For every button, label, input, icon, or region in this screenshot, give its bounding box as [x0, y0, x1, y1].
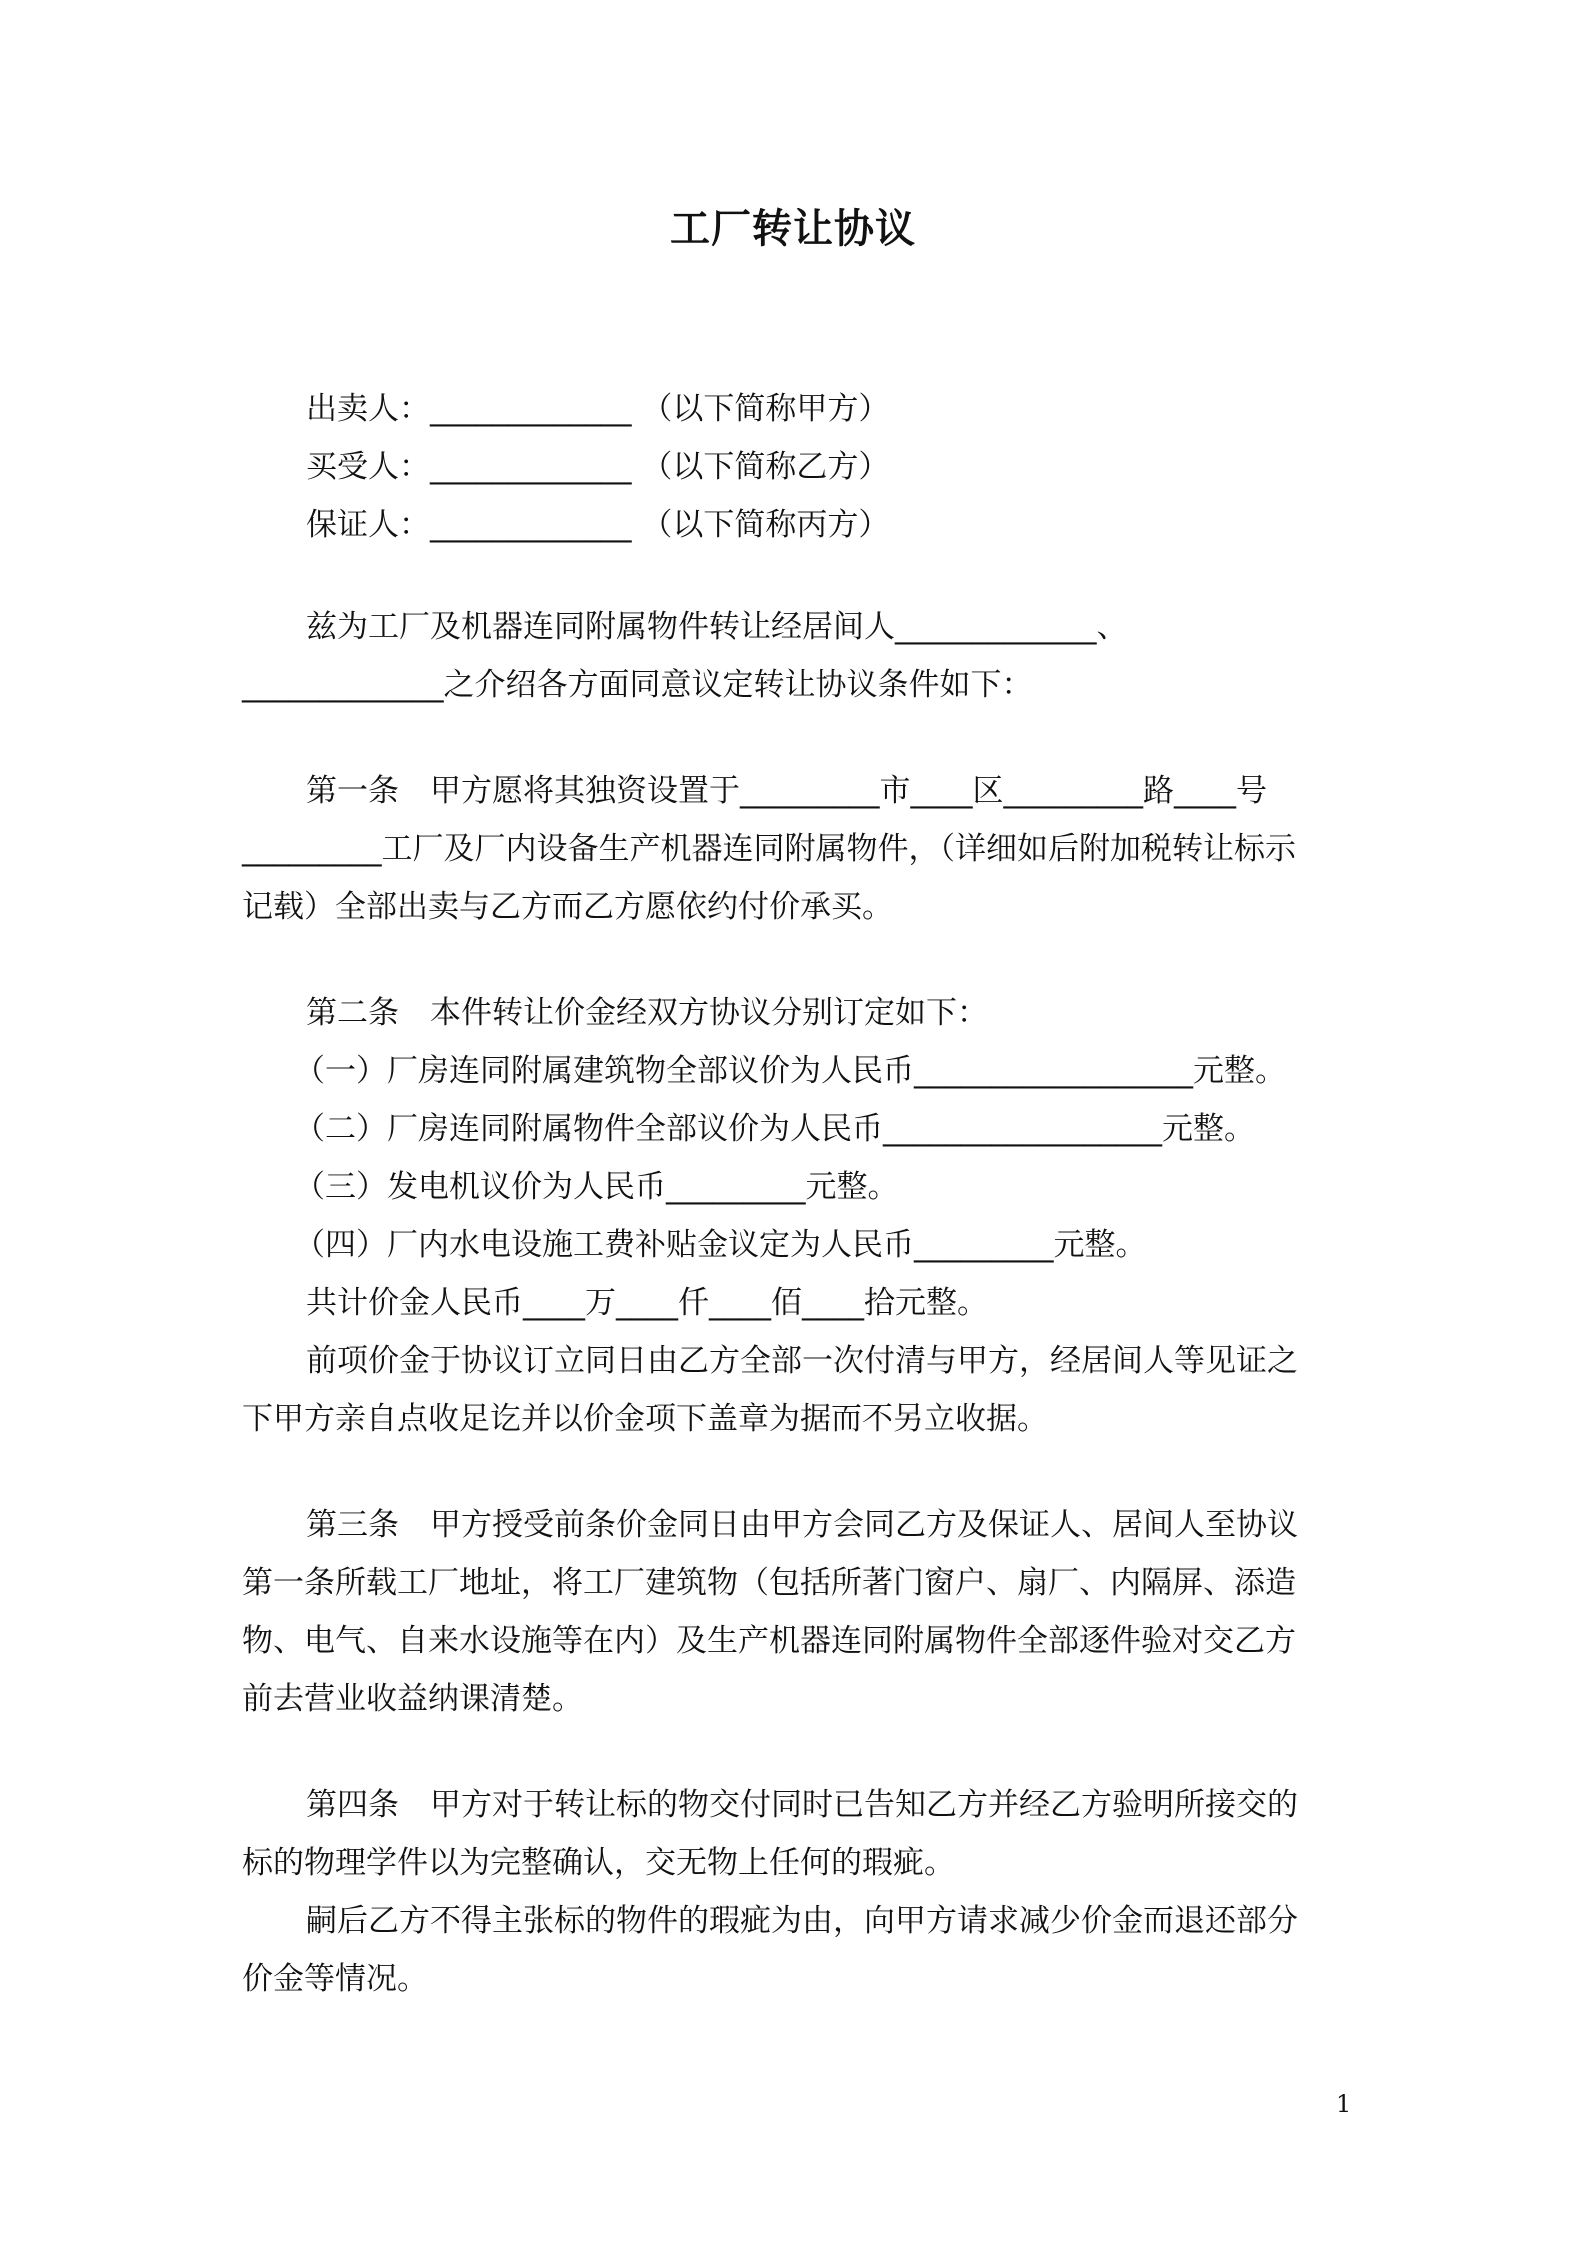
article-1-line: 第一条 甲方愿将其独资设置于_________市____区_________路____号 [306, 773, 1267, 809]
party-guarantor: 保证人：_____________ （以下简称丙方） [306, 507, 890, 543]
article-4 [242, 1776, 1347, 2008]
article-3-line: 第三条 甲方授受前条价金同日由甲方会同乙方及保证人、居间人至协议 [306, 1507, 1298, 1543]
article-3-line: 物、电气、自来水设施等在内）及生产机器连同附属物件全部逐件验对交乙方 [242, 1623, 1296, 1659]
article-2-line: 前项价金于协议订立同日由乙方全部一次付清与甲方，经居间人等见证之 [306, 1343, 1298, 1379]
document-title: 工厂转让协议 [670, 206, 916, 252]
article-4-line: 标的物理学件以为完整确认，交无物上任何的瑕疵。 [242, 1845, 955, 1881]
article-2-line: 第二条 本件转让价金经双方协议分别订定如下： [306, 995, 988, 1031]
article-1-line: 记载）全部出卖与乙方而乙方愿依约付价承买。 [242, 889, 893, 925]
price-item-3: （三）发电机议价为人民币_________元整。 [294, 1169, 899, 1205]
party-buyer: 买受人：_____________ （以下简称乙方） [306, 449, 890, 485]
intro-paragraph [242, 598, 1347, 714]
article-1 [242, 762, 1347, 936]
price-item-1: （一）厂房连同附属建筑物全部议价为人民币__________________元整。 [294, 1053, 1286, 1089]
article-4-line: 第四条 甲方对于转让标的物交付同时已告知乙方并经乙方验明所接交的 [306, 1787, 1298, 1823]
document-body [242, 380, 1347, 2008]
article-4-line: 嗣后乙方不得主张标的物件的瑕疵为由，向甲方请求减少价金而退还部分 [306, 1903, 1298, 1939]
article-3-line: 第一条所载工厂地址，将工厂建筑物（包括所著门窗户、扇厂、内隔屏、添造 [242, 1565, 1296, 1601]
page-number: 1 [1336, 2090, 1352, 2118]
price-item-2: （二）厂房连同附属物件全部议价为人民币__________________元整。 [294, 1111, 1255, 1147]
article-3-line: 前去营业收益纳课清楚。 [242, 1681, 583, 1717]
article-2-line: 下甲方亲自点收足讫并以价金项下盖章为据而不另立收据。 [242, 1401, 1048, 1437]
article-1-line: _________工厂及厂内设备生产机器连同附属物件，（详细如后附加税转让标示 [242, 831, 1296, 867]
intro-line: _____________之介绍各方面同意议定转让协议条件如下： [242, 667, 1033, 703]
article-4-line: 价金等情况。 [242, 1961, 428, 1997]
price-item-4: （四）厂内水电设施工费补贴金议定为人民币_________元整。 [294, 1227, 1147, 1263]
party-list [242, 380, 1347, 554]
intro-line: 兹为工厂及机器连同附属物件转让经居间人_____________、 [306, 609, 1128, 645]
article-2 [242, 984, 1347, 1448]
price-total: 共计价金人民币____万____仟____佰____拾元整。 [306, 1285, 988, 1321]
party-seller: 出卖人：_____________ （以下简称甲方） [306, 391, 890, 427]
article-3 [242, 1496, 1347, 1728]
